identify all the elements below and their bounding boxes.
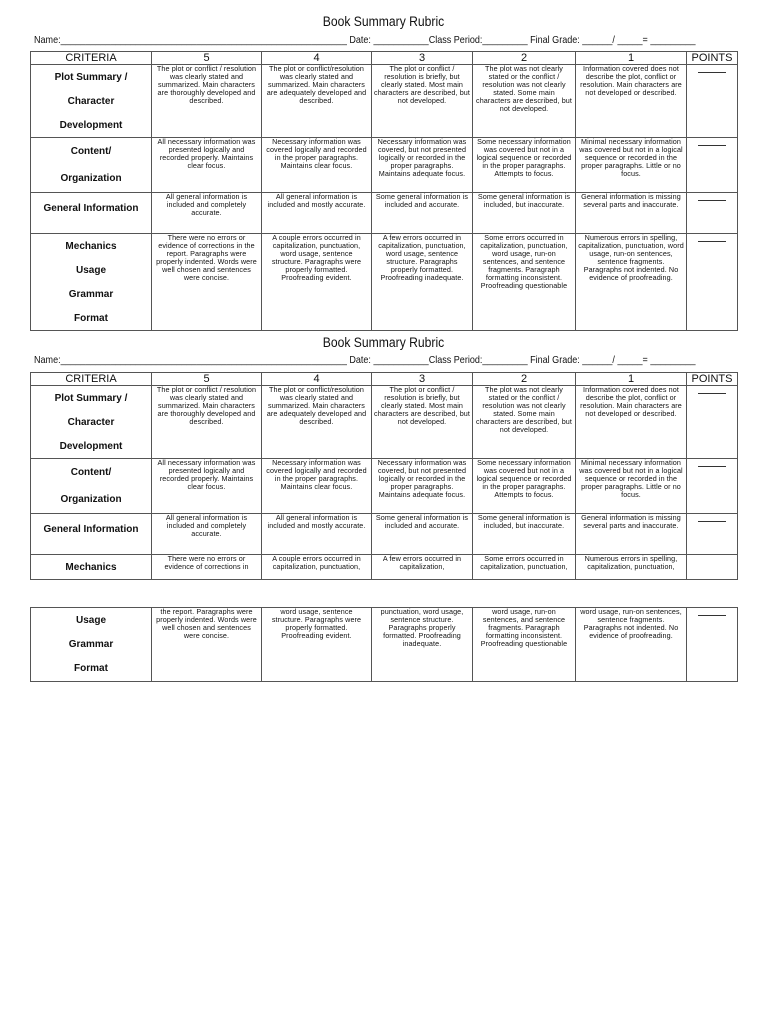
descriptor-cell: Minimal necessary information was covered but not in a logical sequence or recorded in the proper paragraphs. Little or no focus. (576, 459, 687, 514)
descriptor-cell: The plot or conflict/resolution was clearly stated and summarized. Main characters are adequately developed and described. (262, 386, 372, 459)
header-row (31, 52, 738, 65)
descriptor-cell: Some errors occurred in capitalization, punctuation, (473, 555, 576, 580)
criteria-label: Plot Summary / (54, 71, 128, 83)
descriptor-cell: The plot or conflict / resolution was clearly stated and summarized. Main characters are thoroughly developed and described. (152, 386, 262, 459)
criteria-label: General Information (43, 202, 139, 214)
descriptor-cell: All necessary information was presented logically and recorded properly. Maintains clear focus. (152, 138, 262, 193)
criteria-label: Organization (60, 173, 122, 184)
descriptor-cell: A few errors occurred in capitalization, (372, 555, 473, 580)
header-score-5: 5 (152, 52, 262, 65)
table-row (31, 555, 738, 580)
criteria-mechanics-continued (31, 608, 152, 682)
rubric-copy-1 (30, 12, 737, 332)
header-points: POINTS (687, 373, 738, 386)
table-row (31, 386, 738, 459)
descriptor-cell: word usage, run-on sentences, and sentence fragments. Paragraph formatting inconsistent. Proofreading questionable (473, 608, 576, 682)
criteria-label: Content/ (70, 467, 112, 478)
descriptor-cell: All general information is included and completely accurate. (152, 514, 262, 555)
criteria-label: Grammar (68, 638, 114, 650)
criteria-label: Format (74, 312, 108, 324)
header-score-4: 4 (262, 52, 372, 65)
criteria-label: Plot Summary / (54, 392, 128, 404)
name-date-grade-line: Name:_________________________________________________________ Date: ___________Class Period:_________ Final Grade: ______/ _____= _________ (34, 34, 696, 46)
criteria-mechanics (31, 234, 152, 331)
header-score-4: 4 (262, 373, 372, 386)
points-cell (687, 555, 738, 580)
descriptor-cell: word usage, run-on sentences, sentence fragments. Paragraphs not indented. No evidence of proofreading. (576, 608, 687, 682)
criteria-label: General Information (43, 523, 139, 535)
criteria-label: Character (67, 416, 115, 428)
criteria-general-information (31, 514, 152, 555)
criteria-label: Mechanics (65, 240, 117, 252)
descriptor-cell: Some necessary information was covered but not in a logical sequence or recorded in the proper paragraphs. Attempts to focus. (473, 138, 576, 193)
descriptor-cell: The plot was not clearly stated or the conflict / resolution was not clearly stated. Some main characters are described, but not developed. (473, 386, 576, 459)
descriptor-cell: Numerous errors in spelling, capitalization, punctuation, word usage, run-on sentences, sentence fragments. Paragraphs not indented. No evidence of proofreading. (576, 234, 687, 331)
points-blank[interactable] (687, 608, 738, 682)
descriptor-cell: General information is missing several parts and inaccurate. (576, 514, 687, 555)
rubric-table (30, 372, 738, 580)
rubric-copy-2 (30, 333, 737, 583)
descriptor-cell: Some general information is included, but inaccurate. (473, 193, 576, 234)
criteria-label: Usage (75, 264, 106, 276)
page-title: Book Summary Rubric (322, 335, 445, 350)
header-row (31, 373, 738, 386)
header-points: POINTS (687, 52, 738, 65)
descriptor-cell: All general information is included and mostly accurate. (262, 193, 372, 234)
descriptor-cell: The plot or conflict / resolution is briefly, but clearly stated. Most main characters are described, but not developed. (372, 386, 473, 459)
descriptor-cell: The plot was not clearly stated or the conflict / resolution was not clearly stated. Some main characters are described, but not developed. (473, 65, 576, 138)
criteria-content-organization (31, 459, 152, 514)
rubric-table (30, 51, 738, 331)
header-criteria: CRITERIA (31, 373, 152, 386)
table-row (31, 138, 738, 193)
descriptor-cell: Numerous errors in spelling, capitalization, punctuation, (576, 555, 687, 580)
header-score-3: 3 (372, 52, 473, 65)
header-score-1: 1 (576, 52, 687, 65)
descriptor-cell: Some general information is included and accurate. (372, 514, 473, 555)
points-blank[interactable] (687, 234, 738, 331)
rubric-copy-2-continued (30, 607, 737, 682)
table-row (31, 514, 738, 555)
descriptor-cell: Some general information is included, but inaccurate. (473, 514, 576, 555)
criteria-label: Content/ (70, 146, 112, 157)
descriptor-cell: Necessary information was covered logically and recorded in the proper paragraphs. Maintains clear focus. (262, 459, 372, 514)
name-date-grade-line: Name:_________________________________________________________ Date: ___________Class Period:_________ Final Grade: ______/ _____= _________ (34, 354, 696, 366)
descriptor-cell: All general information is included and completely accurate. (152, 193, 262, 234)
header-score-2: 2 (473, 373, 576, 386)
descriptor-cell: Minimal necessary information was covered but not in a logical sequence or recorded in the proper paragraphs. Little or no focus. (576, 138, 687, 193)
criteria-label: Development (59, 119, 123, 131)
page-title: Book Summary Rubric (322, 14, 445, 29)
descriptor-cell: Some errors occurred in capitalization, punctuation, word usage, run-on sentences, and sentence fragments. Paragraph formatting inconsistent. Proofreading questionable (473, 234, 576, 331)
points-blank[interactable] (687, 514, 738, 555)
points-blank[interactable] (687, 138, 738, 193)
criteria-label: Format (74, 663, 108, 675)
descriptor-cell: A couple errors occurred in capitalization, punctuation, (262, 555, 372, 580)
points-blank[interactable] (687, 193, 738, 234)
criteria-label: Organization (60, 494, 122, 505)
descriptor-cell: Necessary information was covered, but not presented logically or recorded in the proper paragraphs. Maintains adequate focus. (372, 138, 473, 193)
criteria-label: Grammar (68, 288, 114, 300)
rubric-table-continued (30, 607, 738, 682)
descriptor-cell: Some general information is included and accurate. (372, 193, 473, 234)
descriptor-cell: The plot or conflict/resolution was clearly stated and summarized. Main characters are adequately developed and described. (262, 65, 372, 138)
points-blank[interactable] (687, 459, 738, 514)
descriptor-cell: All general information is included and mostly accurate. (262, 514, 372, 555)
descriptor-cell: Information covered does not describe the plot, conflict or resolution. Main characters are not developed or described. (576, 386, 687, 459)
table-row (31, 459, 738, 514)
criteria-label: Usage (75, 614, 106, 626)
table-row (31, 608, 738, 682)
header-score-3: 3 (372, 373, 473, 386)
descriptor-cell: There were no errors or evidence of corrections in the report. Paragraphs were properly indented. Words were well chosen and sentences were concise. (152, 234, 262, 331)
points-blank[interactable] (687, 386, 738, 459)
header-score-2: 2 (473, 52, 576, 65)
points-blank[interactable] (687, 65, 738, 138)
header-score-5: 5 (152, 373, 262, 386)
header-score-1: 1 (576, 373, 687, 386)
criteria-general-information (31, 193, 152, 234)
criteria-label: Character (67, 95, 115, 107)
descriptor-cell: A couple errors occurred in capitalization, punctuation, word usage, sentence structure. Paragraphs were properly formatted. Proofreading evident. (262, 234, 372, 331)
descriptor-cell: the report. Paragraphs were properly indented. Words were well chosen and sentences were concise. (152, 608, 262, 682)
criteria-label: Mechanics (65, 561, 117, 573)
descriptor-cell: Information covered does not describe the plot, conflict or resolution. Main characters are not developed or described. (576, 65, 687, 138)
descriptor-cell: word usage, sentence structure. Paragraphs were properly formatted. Proofreading evident. (262, 608, 372, 682)
table-row (31, 193, 738, 234)
descriptor-cell: All necessary information was presented logically and recorded properly. Maintains clear focus. (152, 459, 262, 514)
criteria-plot-summary (31, 386, 152, 459)
criteria-content-organization (31, 138, 152, 193)
descriptor-cell: Some necessary information was covered but not in a logical sequence or recorded in the proper paragraphs. Attempts to focus. (473, 459, 576, 514)
criteria-mechanics (31, 555, 152, 580)
criteria-plot-summary (31, 65, 152, 138)
descriptor-cell: The plot or conflict / resolution was clearly stated and summarized. Main characters are thoroughly developed and described. (152, 65, 262, 138)
descriptor-cell: Necessary information was covered logically and recorded in the proper paragraphs. Maintains clear focus. (262, 138, 372, 193)
descriptor-cell: Necessary information was covered, but not presented logically or recorded in the proper paragraphs. Maintains adequate focus. (372, 459, 473, 514)
descriptor-cell: A few errors occurred in capitalization, punctuation, word usage, sentence structure. Paragraphs properly formatted. Proofreading inadequate. (372, 234, 473, 331)
descriptor-cell: punctuation, word usage, sentence structure. Paragraphs properly formatted. Proofreading inadequate. (372, 608, 473, 682)
descriptor-cell: General information is missing several parts and inaccurate. (576, 193, 687, 234)
table-row (31, 234, 738, 331)
header-criteria: CRITERIA (31, 52, 152, 65)
descriptor-cell: There were no errors or evidence of corrections in (152, 555, 262, 580)
criteria-label: Development (59, 440, 123, 452)
descriptor-cell: The plot or conflict / resolution is briefly, but clearly stated. Most main characters are described, but not developed. (372, 65, 473, 138)
table-row (31, 65, 738, 138)
